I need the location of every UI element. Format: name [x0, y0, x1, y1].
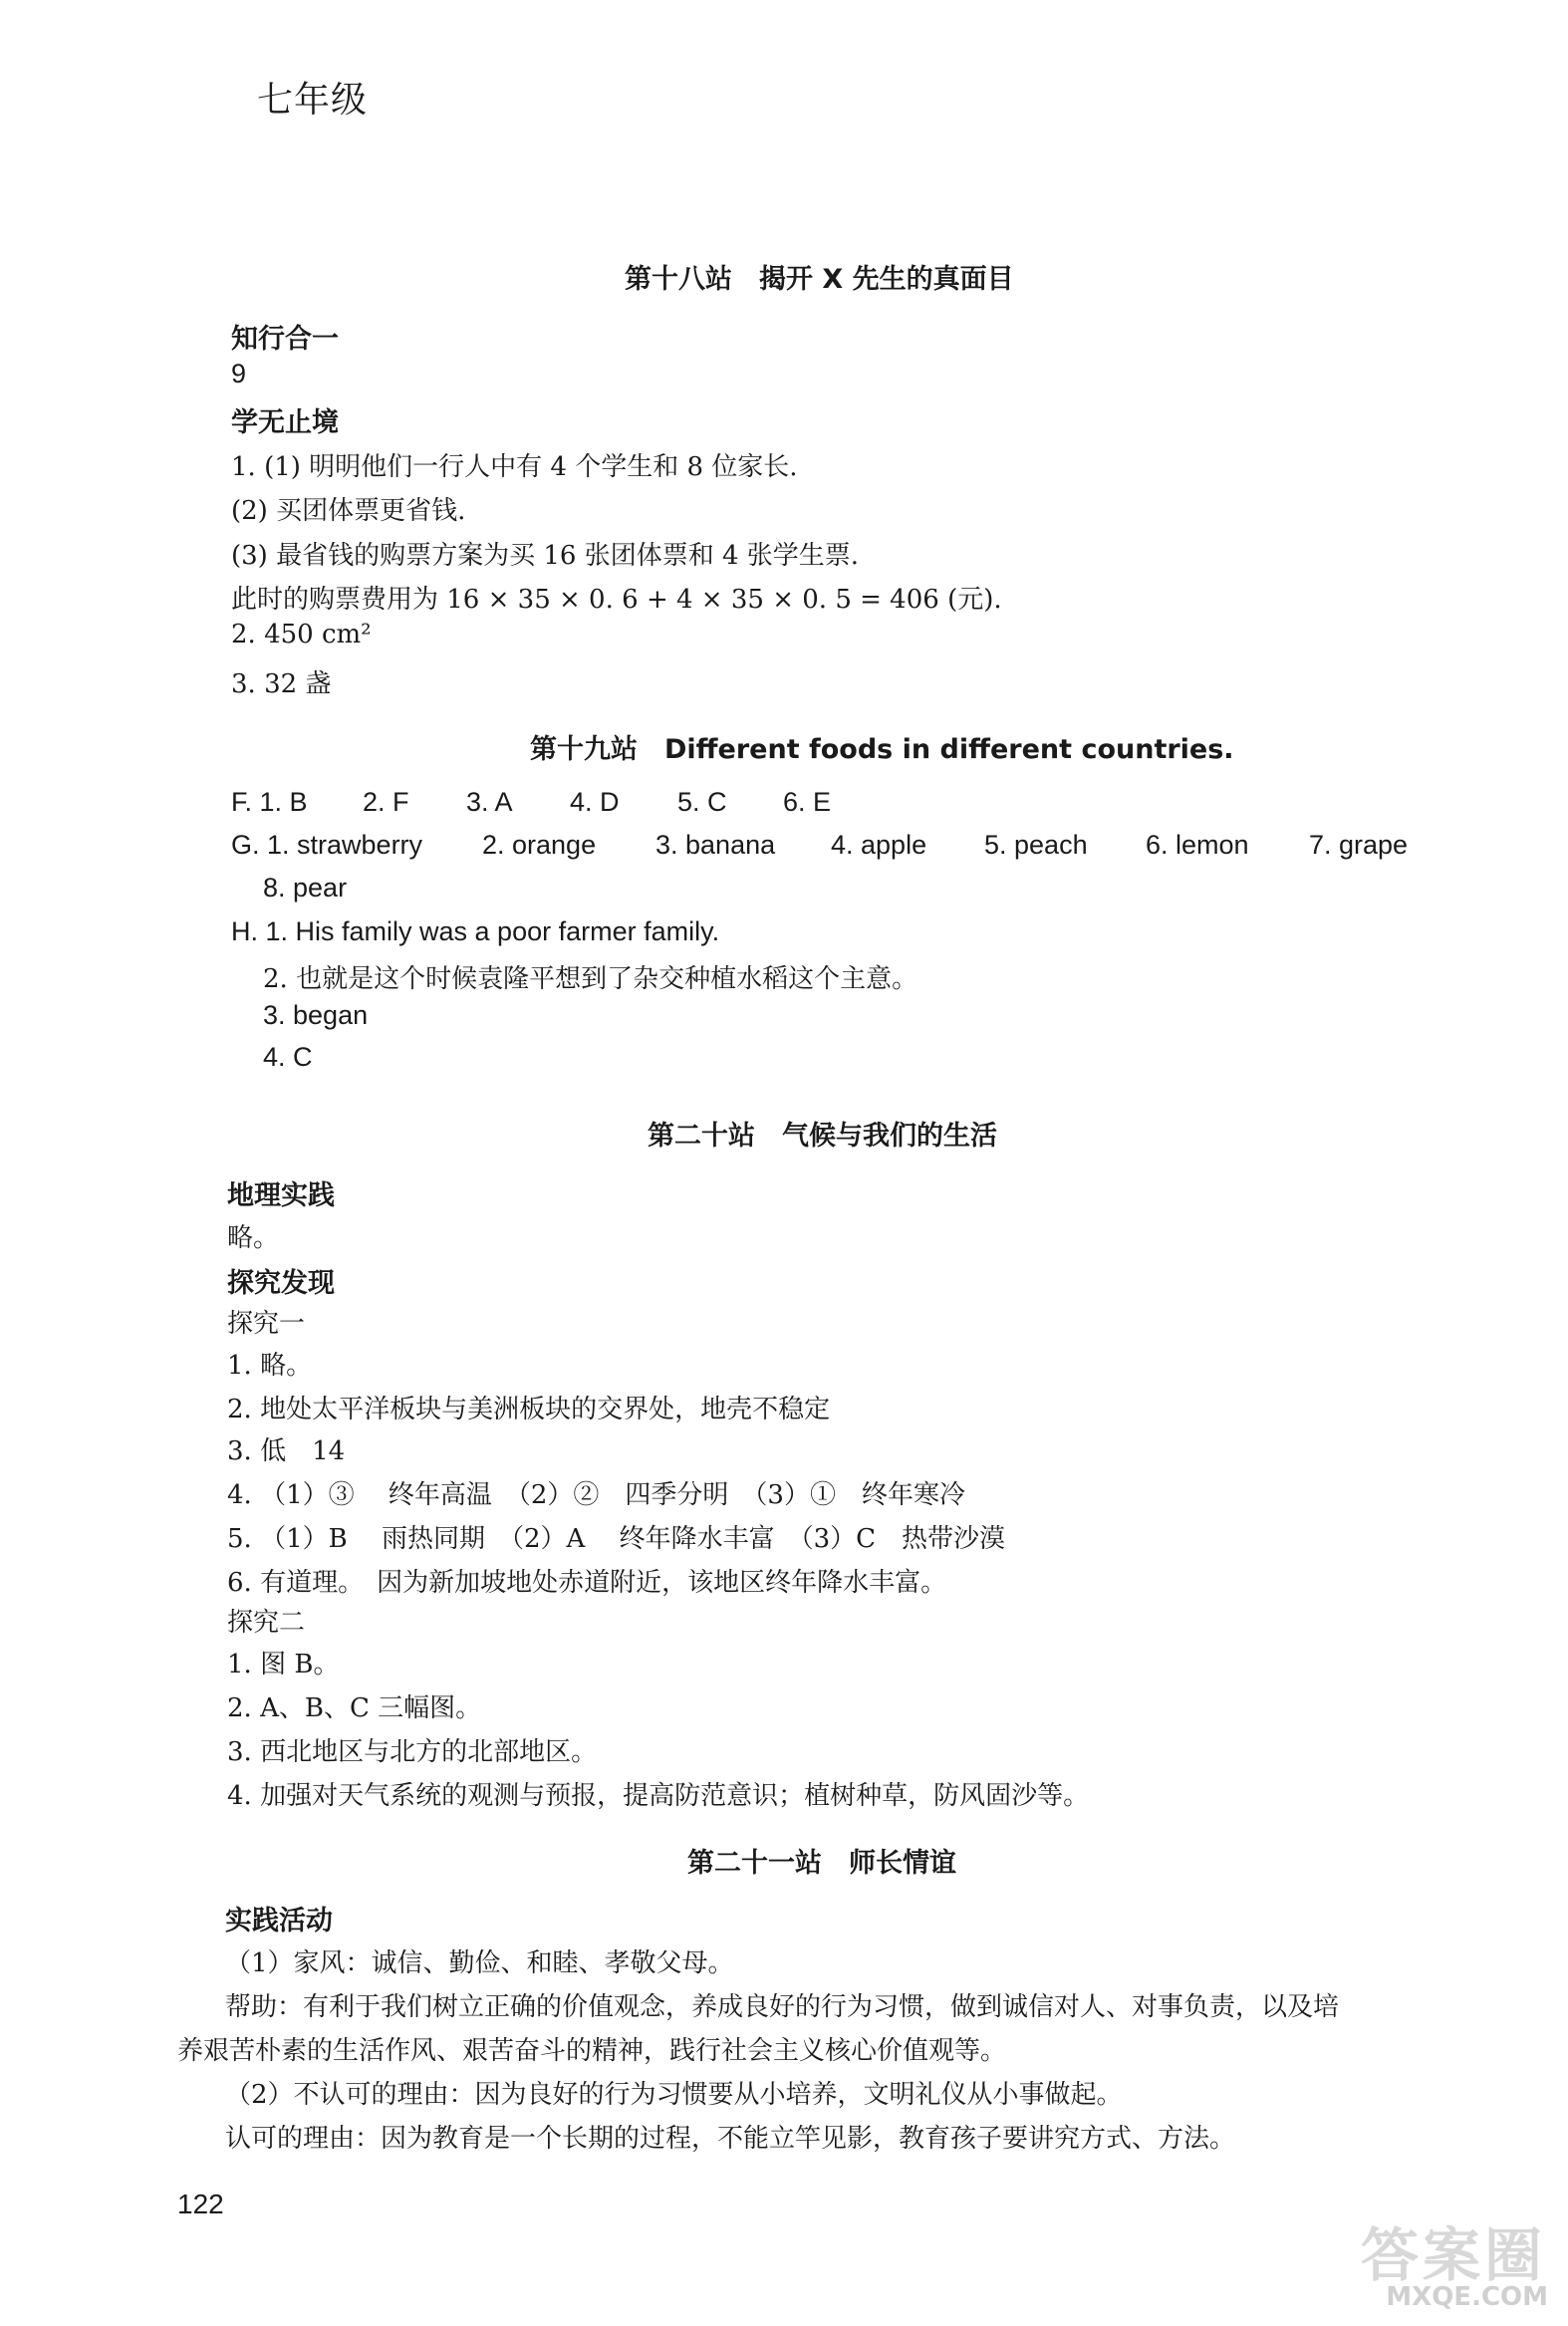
watermark-url: MXQE.COM: [1386, 2282, 1548, 2312]
section-20-title: 第二十站 气候与我们的生活: [648, 1121, 997, 1152]
s19-g-5: 5. peach: [984, 830, 1088, 860]
s19-g-1: G. 1. strawberry: [231, 830, 423, 860]
s20-line-2: 2. 地处太平洋板块与美洲板块的交界处，地壳不稳定: [227, 1395, 831, 1424]
s20-subheading-2: 探究二: [227, 1608, 306, 1638]
s18-line-4: 此时的购票费用为 16 × 35 × 0. 6 + 4 × 35 × 0. 5 = 406 (元).: [231, 585, 1002, 615]
grade-label: 七年级: [257, 80, 369, 121]
s20-line-3: 3. 低 14: [227, 1436, 346, 1466]
s18-line-6: 3. 32 盏: [231, 669, 332, 699]
s18-answer-1: 9: [231, 359, 247, 388]
page-number: 122: [177, 2189, 224, 2219]
s19-f-1: F. 1. B: [231, 787, 308, 817]
s19-g-2: 2. orange: [482, 830, 597, 860]
s20-item-1: 1. 图 B。: [227, 1650, 340, 1680]
s18-heading-2: 学无止境: [231, 407, 339, 438]
s20-heading-1: 地理实践: [227, 1180, 335, 1211]
s20-answer-1: 略。: [227, 1223, 280, 1253]
s18-heading-1: 知行合一: [231, 324, 339, 355]
s21-heading-1: 实践活动: [225, 1906, 333, 1937]
s18-line-3: (3) 最省钱的购票方案为买 16 张团体票和 4 张学生票.: [231, 541, 860, 571]
s21-para-1: （1）家风：诚信、勤俭、和睦、孝敬父母。: [225, 1948, 734, 1978]
s20-heading-2: 探究发现: [227, 1268, 335, 1299]
s21-para-4: （2）不认可的理由：因为良好的行为习惯要从小培养，文明礼仪从小事做起。: [225, 2080, 1123, 2110]
section-21-title: 第二十一站 师长情谊: [687, 1848, 956, 1879]
s21-para-5: 认可的理由：因为教育是一个长期的过程，不能立竿见影，教育孩子要讲究方式、方法。: [225, 2124, 1236, 2154]
s18-line-2: (2) 买团体票更省钱.: [231, 496, 466, 526]
s19-g-7: 7. grape: [1309, 830, 1409, 860]
s20-line-1: 1. 略。: [227, 1351, 313, 1381]
watermark: [1357, 2208, 1556, 2318]
s19-h-3: 3. began: [263, 1000, 369, 1030]
s21-para-3: 养艰苦朴素的生活作风、艰苦奋斗的精神，践行社会主义核心价值观等。: [177, 2036, 1007, 2066]
watermark-logo: 答案圈: [1360, 2221, 1546, 2289]
section-19-title: 第十九站 Different foods in different countries.: [530, 734, 1234, 765]
s19-f-3: 3. A: [466, 787, 513, 817]
s19-h-4: 4. C: [263, 1042, 313, 1072]
s19-h-1: H. 1. His family was a poor farmer family.: [231, 916, 720, 946]
s19-g-4: 4. apple: [831, 830, 927, 860]
s19-g-6: 6. lemon: [1146, 830, 1249, 860]
section-18-title: 第十八站 揭开 X 先生的真面目: [625, 264, 1014, 295]
s19-f-4: 4. D: [570, 787, 620, 817]
s20-line-6: 6. 有道理。 因为新加坡地处赤道附近，该地区终年降水丰富。: [227, 1568, 947, 1598]
s20-item-4: 4. 加强对天气系统的观测与预报，提高防范意识；植树种草，防风固沙等。: [227, 1781, 1090, 1811]
s18-line-5: 2. 450 cm²: [231, 620, 372, 649]
s19-h-2: 2. 也就是这个时候袁隆平想到了杂交种植水稻这个主意。: [263, 964, 918, 994]
s20-item-2: 2. A、B、C 三幅图。: [227, 1693, 482, 1723]
s19-f-5: 5. C: [677, 787, 727, 817]
s18-line-1: 1. (1) 明明他们一行人中有 4 个学生和 8 位家长.: [231, 452, 798, 482]
s20-subheading-1: 探究一: [227, 1309, 306, 1339]
s20-line-4: 4. （1）③ 终年高温 （2）② 四季分明 （3）① 终年寒冷: [227, 1480, 965, 1510]
s21-para-2: 帮助：有利于我们树立正确的价值观念，养成良好的行为习惯，做到诚信对人、对事负责，以及培: [225, 1992, 1340, 2022]
s19-f-6: 6. E: [783, 787, 832, 817]
s19-g-3: 3. banana: [655, 830, 776, 860]
s20-item-3: 3. 西北地区与北方的北部地区。: [227, 1737, 598, 1767]
s19-g-8: 8. pear: [263, 873, 348, 903]
s19-f-2: 2. F: [363, 787, 409, 817]
s20-line-5: 5. （1）B 雨热同期 （2）A 终年降水丰富 （3）C 热带沙漠: [227, 1524, 1006, 1554]
